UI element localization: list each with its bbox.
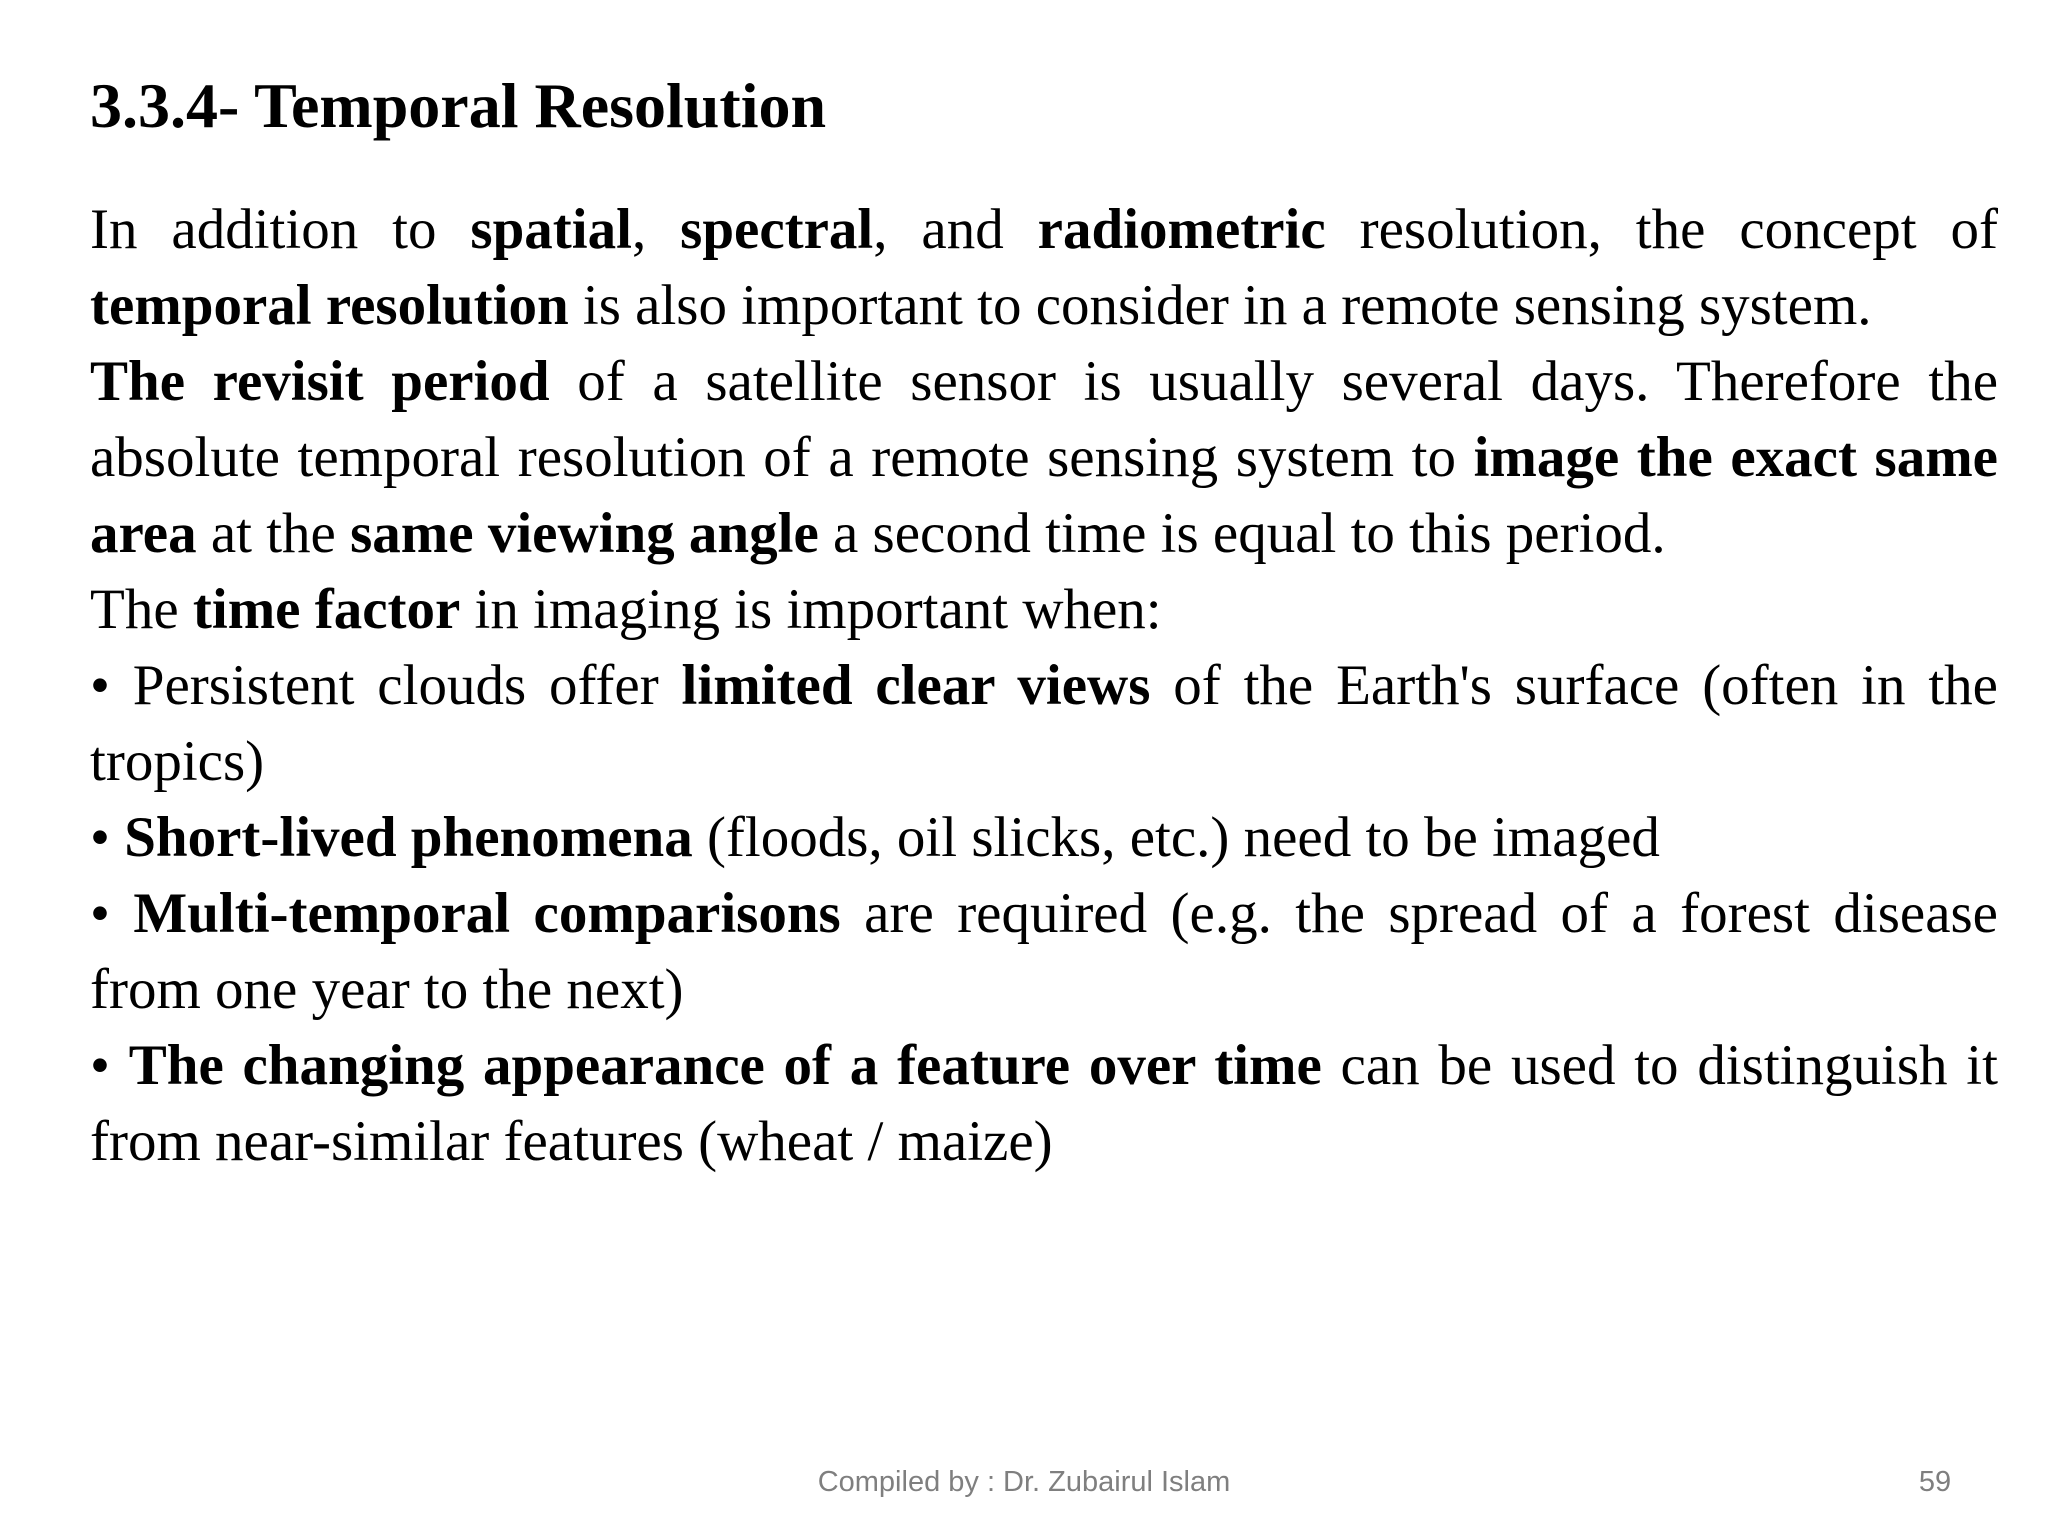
slide-body [90, 192, 1998, 1180]
bold-text-run: same viewing angle [350, 502, 819, 565]
revisit-period-paragraph [90, 344, 1998, 572]
text-run: can be used to distinguish it from near-similar features (wheat / maize) [90, 1034, 1998, 1173]
page-number: 59 [1918, 1466, 1952, 1498]
bold-text-run: The revisit period [90, 350, 550, 413]
footer-credit: Compiled by : Dr. Zubairul Islam [817, 1466, 1231, 1498]
text-run: of the Earth's surface (often in the tropics) [90, 654, 1998, 793]
text-run: in imaging is important when: [460, 578, 1162, 641]
time-factor-paragraph [90, 572, 1998, 648]
text-run: of a satellite sensor is usually several days. Therefore the absolute temporal resolution of a remote sensing system to [90, 350, 1998, 489]
bold-text-run: radiometric [1037, 198, 1326, 261]
bold-text-run: image the exact same area [90, 426, 1998, 565]
text-run: a second time is equal to this period. [818, 502, 1666, 565]
text-run: (floods, oil slicks, etc.) need to be imaged [692, 806, 1660, 869]
bold-text-run: spatial [470, 198, 632, 261]
bullet-item [90, 648, 1998, 800]
text-run: The [90, 578, 193, 641]
bold-text-run: time factor [192, 578, 461, 641]
text-run: , and [873, 198, 1038, 261]
bullet-item [90, 800, 1998, 876]
text-run: • Persistent clouds offer [90, 654, 682, 717]
text-run: resolution, the concept of [1325, 198, 1998, 261]
text-run: • [90, 806, 125, 869]
bullet-item [90, 1028, 1998, 1180]
bold-text-run: The changing appearance of a feature over time [128, 1034, 1322, 1097]
bold-text-run: Short-lived phenomena [124, 806, 693, 869]
bullet-item [90, 876, 1998, 1028]
text-run: In addition to [90, 198, 471, 261]
bold-text-run: limited clear views [681, 654, 1151, 717]
text-run: are required (e.g. the spread of a forest disease from one year to the next) [90, 882, 1998, 1021]
text-run: • [90, 1034, 129, 1097]
text-run: at the [196, 502, 351, 565]
text-run: , [631, 198, 681, 261]
slide-title: 3.3.4- Temporal Resolution [90, 70, 827, 141]
bold-text-run: temporal resolution [90, 274, 569, 337]
text-run: • [90, 882, 134, 945]
intro-paragraph [90, 192, 1998, 344]
text-run: is also important to consider in a remote sensing system. [568, 274, 1872, 337]
bold-text-run: spectral [680, 198, 874, 261]
bold-text-run: Multi-temporal comparisons [133, 882, 841, 945]
